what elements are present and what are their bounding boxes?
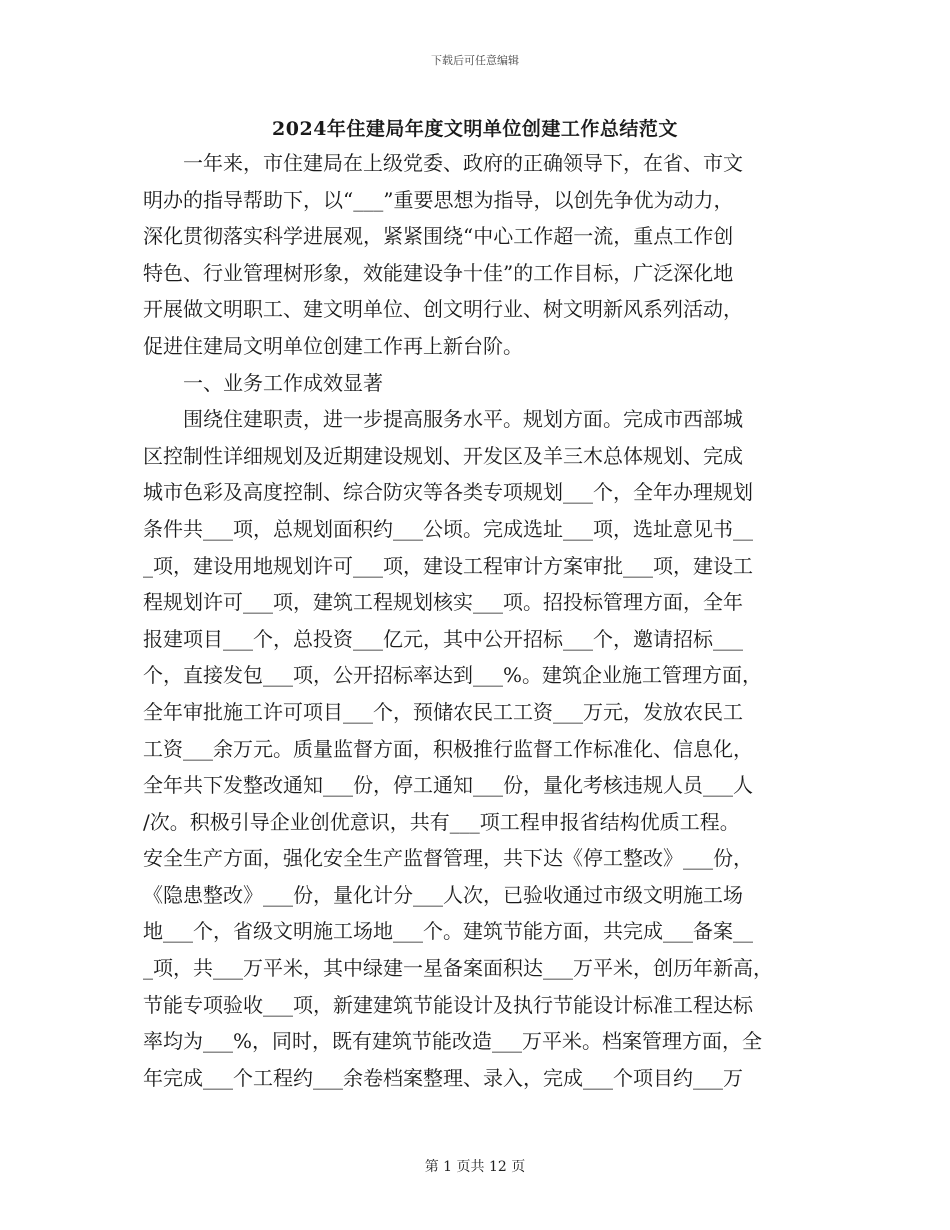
document-title: 2024年住建局年度文明单位创建工作总结范文 — [272, 118, 678, 140]
text-line: 开展做文明职工、建文明单位、创文明行业、树文明新风系列活动， — [143, 297, 743, 322]
text-line: 程规划许可___项，建筑工程规划核实___项。招投标管理方面，全年 — [143, 590, 743, 615]
text-line: 明办的指导帮助下，以“___”重要思想为指导，以创先争优为动力， — [143, 187, 734, 212]
text-line: _项，建设用地规划许可___项，建设工程审计方案审批___项，建设工 — [143, 553, 753, 578]
text-line: 城市色彩及高度控制、综合防灾等各类专项规划___个，全年办理规划 — [143, 480, 753, 505]
text-line: 报建项目___个，总投资___亿元，其中公开招标___个，邀请招标___ — [143, 626, 743, 651]
text-line: 《隐患整改》___份，量化计分___人次，已验收通过市级文明施工场 — [143, 882, 743, 907]
text-line: 个，直接发包___项，公开招标率达到___%。建筑企业施工管理方面， — [143, 663, 763, 688]
text-line: 围绕住建职责，进一步提高服务水平。规划方面。完成市西部城 — [143, 407, 743, 432]
text-line: 全年审批施工许可项目___个，预储农民工工资___万元，发放农民工 — [143, 699, 743, 724]
text-line: 条件共___项，总规划面积约___公顷。完成选址___项，选址意见书__ — [143, 516, 753, 541]
page-header: 下载后可任意编辑 — [431, 54, 519, 67]
document-body — [143, 145, 809, 1096]
text-line: 一年来，市住建局在上级党委、政府的正确领导下，在省、市文 — [143, 151, 743, 175]
text-line: 地___个，省级文明施工场地___个。建筑节能方面，共完成___备案__ — [143, 919, 753, 944]
text-line: 深化贯彻落实科学进展观，紧紧围绕“中心工作超一流，重点工作创 — [143, 224, 734, 249]
text-line: 节能专项验收___项，新建建筑节能设计及执行节能设计标准工程达标 — [143, 992, 753, 1017]
text-line: /次。积极引导企业创优意识，共有___项工程申报省结构优质工程。 — [143, 809, 740, 834]
text-line: 一、业务工作成效显著 — [143, 370, 383, 395]
text-line: 全年共下发整改通知___份，停工通知___份，量化考核违规人员___人 — [143, 773, 753, 798]
text-line: 工资___余万元。质量监督方面，积极推行监督工作标准化、信息化， — [143, 736, 753, 761]
text-line: 年完成___个工程约___余卷档案整理、录入，完成___个项目约___万 — [143, 1065, 743, 1090]
text-line: 安全生产方面，强化安全生产监督管理，共下达《停工整改》___份， — [143, 846, 753, 871]
text-line: 特色、行业管理树形象，效能建设争十佳”的工作目标，广泛深化地 — [143, 260, 734, 285]
page-footer: 第 1 页共 12 页 — [424, 1159, 526, 1175]
text-line: 区控制性详细规划及近期建设规划、开发区及羊三木总体规划、完成 — [143, 443, 743, 468]
text-line: 率均为___%，同时，既有建筑节能改造___万平米。档案管理方面，全 — [143, 1029, 763, 1054]
text-line: _项，共___万平米，其中绿建一星备案面积达___万平米，创历年新高， — [143, 956, 773, 981]
text-line: 促进住建局文明单位创建工作再上新台阶。 — [143, 333, 523, 358]
